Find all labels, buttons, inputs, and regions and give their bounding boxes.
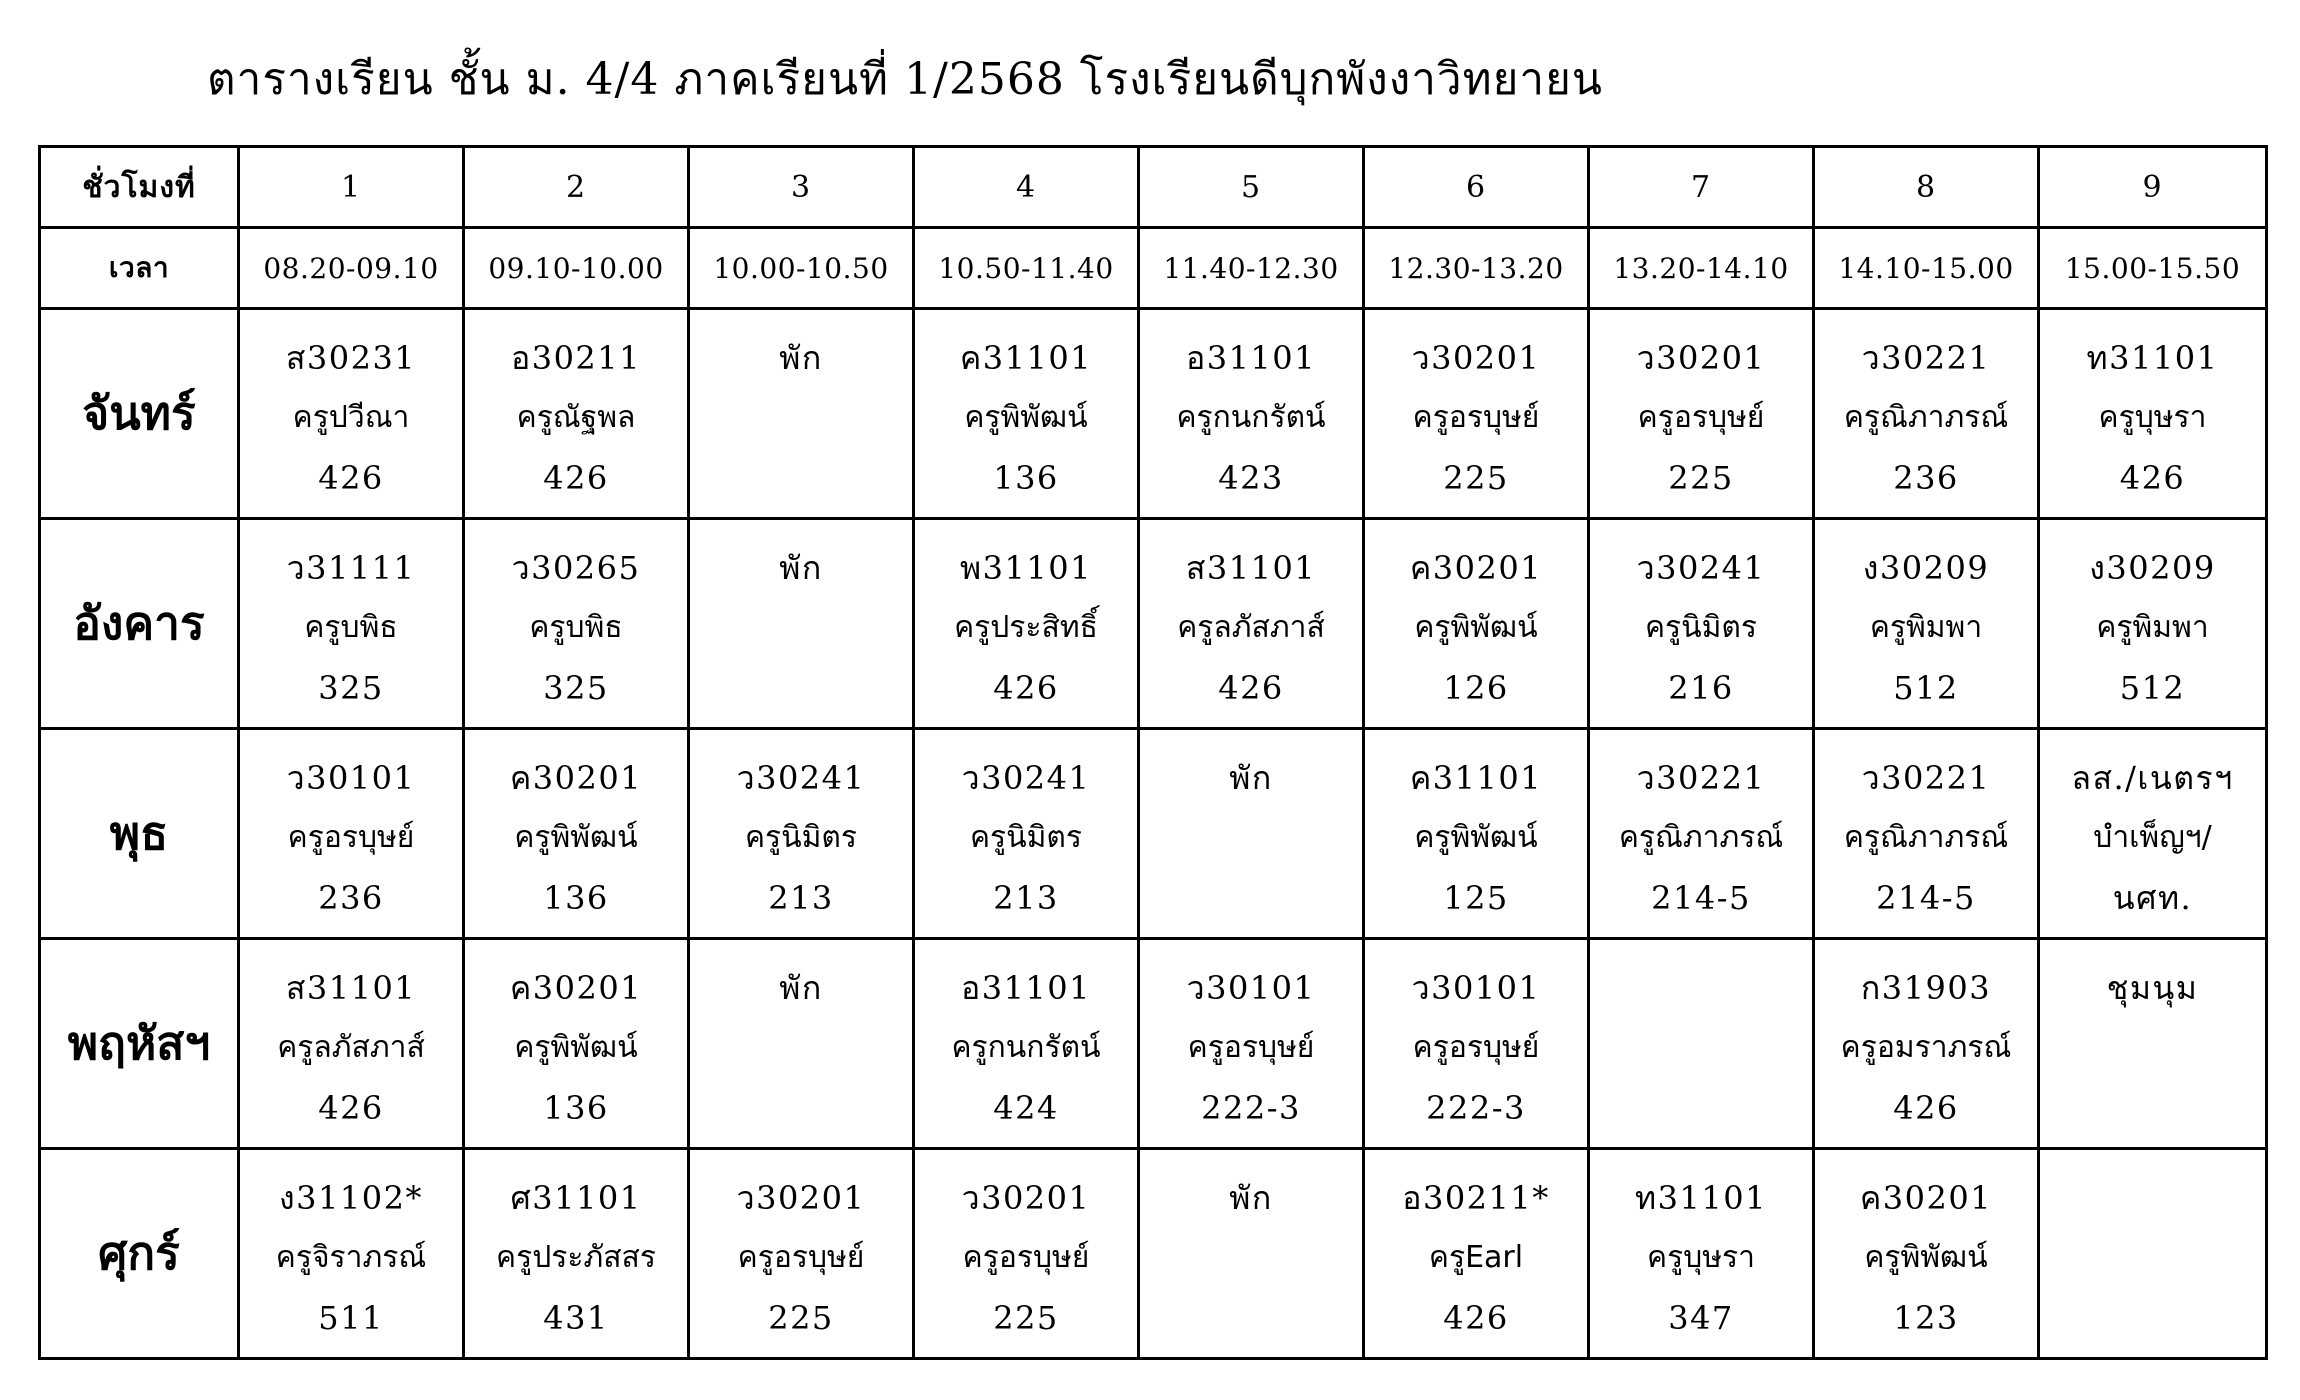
schedule-title: ตารางเรียน ชั้น ม. 4/4 ภาคเรียนที่ 1/2568 โรงเรียนดีบุกพังงาวิทยายน	[207, 54, 1603, 105]
subject-code: ว30201	[1411, 339, 1541, 377]
class-slot	[915, 520, 1137, 727]
subject-code: ส31101	[285, 969, 417, 1007]
schedule-cell	[1139, 309, 1364, 519]
class-slot	[1590, 1150, 1812, 1357]
room-number: 426	[2119, 459, 2186, 497]
schedule-cell	[1814, 309, 2039, 519]
teacher-name: ครูพิพัฒน์	[1864, 1240, 1988, 1275]
time-range: 15.00-15.50	[2039, 228, 2267, 309]
class-slot	[690, 1150, 912, 1357]
subject-code: ง30209	[1862, 549, 1990, 587]
schedule-cell	[689, 309, 914, 519]
teacher-name: ครูอรบุษย์	[962, 1240, 1090, 1275]
day-row	[40, 1149, 2267, 1359]
class-slot	[1140, 730, 1362, 937]
class-slot	[1140, 940, 1362, 1147]
period-number: 7	[1589, 147, 1814, 228]
class-slot	[240, 1150, 462, 1357]
class-slot	[465, 1150, 687, 1357]
schedule-cell	[914, 519, 1139, 729]
teacher-name: ครูณัฐพล	[516, 400, 636, 435]
schedule-cell	[1139, 519, 1364, 729]
class-slot	[1365, 1150, 1587, 1357]
room-number: 136	[993, 459, 1059, 497]
room-number: 225	[1668, 459, 1734, 497]
room-number: 213	[993, 879, 1059, 917]
subject-code: ค31101	[959, 339, 1093, 377]
teacher-name: ครูอรบุษย์	[1637, 400, 1765, 435]
class-slot	[465, 940, 687, 1147]
room-number: 325	[543, 669, 609, 707]
schedule-cell	[239, 939, 464, 1149]
subject-code: ส30231	[285, 339, 417, 377]
room-number: 426	[1218, 669, 1284, 707]
teacher-name: ครูอรบุษย์	[1187, 1030, 1315, 1065]
schedule-cell	[1139, 939, 1364, 1149]
room-number: 426	[318, 1089, 384, 1127]
subject-code: พัก	[779, 339, 823, 377]
subject-code: พ31101	[960, 549, 1092, 587]
room-number: 126	[1443, 669, 1509, 707]
subject-code: พัก	[1229, 1179, 1273, 1217]
class-slot	[1590, 520, 1812, 727]
day-label: จันทร์	[40, 309, 239, 519]
schedule-cell	[1814, 519, 2039, 729]
room-number: 325	[318, 669, 384, 707]
class-slot	[915, 940, 1137, 1147]
time-range: 11.40-12.30	[1139, 228, 1364, 309]
schedule-cell	[1364, 519, 1589, 729]
class-slot	[465, 730, 687, 937]
teacher-name: ครูกนกรัตน์	[1176, 400, 1326, 435]
teacher-name: ครูบพิธ	[304, 610, 398, 645]
subject-code: ค30201	[509, 759, 643, 797]
room-number: 431	[543, 1299, 609, 1337]
time-range: 08.20-09.10	[239, 228, 464, 309]
schedule-cell	[1139, 1149, 1364, 1359]
room-number: 236	[318, 879, 384, 917]
time-row	[40, 228, 2267, 309]
period-number: 8	[1814, 147, 2039, 228]
subject-code: ค30201	[509, 969, 643, 1007]
room-number: 426	[543, 459, 609, 497]
subject-code: ชุมนุม	[2106, 969, 2199, 1007]
schedule-cell	[464, 519, 689, 729]
teacher-name: ครูพิพัฒน์	[1414, 820, 1538, 855]
room-number: 214-5	[1876, 879, 1976, 917]
teacher-name: ครูพิพัฒน์	[1414, 610, 1538, 645]
period-number: 1	[239, 147, 464, 228]
class-slot	[690, 940, 912, 1147]
time-range: 13.20-14.10	[1589, 228, 1814, 309]
schedule-cell	[914, 309, 1139, 519]
teacher-name: ครูปวีณา	[292, 400, 410, 435]
schedule-cell	[2039, 729, 2267, 939]
subject-code: ว30101	[1186, 969, 1316, 1007]
schedule-cell	[689, 939, 914, 1149]
schedule-cell	[1589, 519, 1814, 729]
period-number: 3	[689, 147, 914, 228]
subject-code: ว30221	[1861, 339, 1991, 377]
teacher-name: ครูลภัสภาส์	[1177, 610, 1325, 645]
schedule-cell	[1589, 1149, 1814, 1359]
subject-code: ค31101	[1409, 759, 1543, 797]
teacher-name: ครูEarl	[1428, 1240, 1524, 1275]
schedule-cell	[464, 939, 689, 1149]
period-number: 6	[1364, 147, 1589, 228]
schedule-cell	[914, 1149, 1139, 1359]
teacher-name: ครูพิพัฒน์	[964, 400, 1088, 435]
teacher-name: ครูพิมพา	[1869, 610, 1983, 645]
schedule-cell	[689, 729, 914, 939]
subject-code: ท31101	[2086, 339, 2219, 377]
timetable	[38, 145, 2268, 1360]
day-label: อังคาร	[40, 519, 239, 729]
teacher-name: ครูณิภาภรณ์	[1843, 820, 2009, 855]
period-number: 5	[1139, 147, 1364, 228]
class-slot	[915, 310, 1137, 517]
schedule-cell	[239, 519, 464, 729]
class-slot	[465, 520, 687, 727]
subject-code: ท31101	[1635, 1179, 1767, 1217]
period-header-label: ชั่วโมงที่	[40, 147, 239, 228]
teacher-name: ครูลภัสภาส์	[277, 1030, 425, 1065]
subject-code: อ31101	[1185, 339, 1316, 377]
teacher-name: ครูอมราภรณ์	[1840, 1030, 2012, 1065]
class-slot	[1815, 730, 2037, 937]
period-header-row	[40, 147, 2267, 228]
schedule-cell	[1364, 939, 1589, 1149]
teacher-name: ครูพิพัฒน์	[514, 820, 638, 855]
schedule-cell	[1364, 1149, 1589, 1359]
class-slot	[1365, 520, 1587, 727]
teacher-name: ครูบุษรา	[1647, 1240, 1755, 1275]
subject-code: อ31101	[960, 969, 1091, 1007]
class-slot	[1365, 730, 1587, 937]
room-number: 347	[1668, 1299, 1734, 1337]
schedule-cell	[1814, 939, 2039, 1149]
period-number: 4	[914, 147, 1139, 228]
schedule-cell	[1364, 309, 1589, 519]
subject-code: ค30201	[1409, 549, 1543, 587]
room-number: 512	[2119, 669, 2186, 707]
schedule-cell	[1814, 729, 2039, 939]
day-label: พุธ	[40, 729, 239, 939]
day-row	[40, 729, 2267, 939]
room-number: 222-3	[1426, 1089, 1526, 1127]
class-slot	[915, 1150, 1137, 1357]
class-slot	[2040, 520, 2265, 727]
day-label: ศุกร์	[40, 1149, 239, 1359]
class-slot	[690, 310, 912, 517]
class-slot	[1815, 310, 2037, 517]
subject-code: อ30211	[510, 339, 641, 377]
schedule-cell	[464, 309, 689, 519]
teacher-name: ครูพิมพา	[2096, 610, 2209, 645]
schedule-cell	[689, 1149, 914, 1359]
room-number: 511	[318, 1299, 384, 1337]
class-slot	[240, 730, 462, 937]
schedule-cell	[1589, 729, 1814, 939]
schedule-cell	[464, 1149, 689, 1359]
teacher-name: ครูนิมิตร	[1644, 610, 1758, 645]
room-number: 512	[1893, 669, 1959, 707]
subject-code: ว30265	[511, 549, 641, 587]
teacher-name: บำเพ็ญฯ/	[2093, 820, 2212, 855]
subject-code: ว30101	[286, 759, 416, 797]
class-slot	[690, 730, 912, 937]
class-slot	[1815, 1150, 2037, 1357]
subject-code: ว30221	[1861, 759, 1991, 797]
room-number: 216	[1668, 669, 1734, 707]
subject-code: ว30241	[961, 759, 1091, 797]
subject-code: ว30241	[736, 759, 866, 797]
subject-code: ศ31101	[510, 1179, 642, 1217]
schedule-cell	[239, 309, 464, 519]
teacher-name: ครูนิมิตร	[744, 820, 858, 855]
room-number: 423	[1218, 459, 1284, 497]
teacher-name: ครูประภัสสร	[496, 1240, 656, 1275]
class-slot	[2040, 310, 2265, 517]
schedule-cell	[1589, 939, 1814, 1149]
schedule-cell	[689, 519, 914, 729]
subject-code: พัก	[1229, 759, 1273, 797]
schedule-cell	[2039, 1149, 2267, 1359]
subject-code: ว30201	[736, 1179, 866, 1217]
schedule-cell	[239, 729, 464, 939]
period-number: 2	[464, 147, 689, 228]
teacher-name: ครูจิราภรณ์	[275, 1240, 427, 1275]
period-number: 9	[2039, 147, 2267, 228]
teacher-name: ครูกนกรัตน์	[951, 1030, 1101, 1065]
subject-code: ว30241	[1636, 549, 1766, 587]
time-range: 09.10-10.00	[464, 228, 689, 309]
room-number: 222-3	[1201, 1089, 1301, 1127]
teacher-name: ครูอรบุษย์	[287, 820, 415, 855]
subject-code: ง30209	[2089, 549, 2216, 587]
schedule-cell	[2039, 309, 2267, 519]
class-slot	[1365, 940, 1587, 1147]
subject-code: ว31111	[286, 549, 416, 587]
schedule-cell	[914, 729, 1139, 939]
day-row	[40, 309, 2267, 519]
class-slot	[2040, 1150, 2265, 1357]
schedule-cell	[2039, 939, 2267, 1149]
class-slot	[915, 730, 1137, 937]
subject-code: ง31102*	[279, 1179, 423, 1217]
class-slot	[1815, 520, 2037, 727]
schedule-cell	[239, 1149, 464, 1359]
room-number: 225	[768, 1299, 834, 1337]
room-number: 213	[768, 879, 834, 917]
schedule-cell	[464, 729, 689, 939]
subject-code: อ30211*	[1402, 1179, 1550, 1217]
room-number: 125	[1443, 879, 1509, 917]
room-number: 214-5	[1651, 879, 1751, 917]
day-row	[40, 939, 2267, 1149]
timetable-body	[40, 147, 2267, 1359]
time-range: 12.30-13.20	[1364, 228, 1589, 309]
day-label: พฤหัสฯ	[40, 939, 239, 1149]
room-number: 225	[1443, 459, 1509, 497]
class-slot	[1590, 310, 1812, 517]
subject-code: พัก	[779, 549, 823, 587]
teacher-name: ครูพิพัฒน์	[514, 1030, 638, 1065]
time-label: เวลา	[40, 228, 239, 309]
class-slot	[240, 520, 462, 727]
day-row	[40, 519, 2267, 729]
room-number: 426	[993, 669, 1059, 707]
subject-code: ส31101	[1185, 549, 1317, 587]
schedule-cell	[2039, 519, 2267, 729]
room-number: 123	[1893, 1299, 1959, 1337]
teacher-name: ครูอรบุษย์	[737, 1240, 865, 1275]
teacher-name: ครูบุษรา	[2098, 400, 2207, 435]
teacher-name: ครูณิภาภรณ์	[1618, 820, 1784, 855]
room-number: 426	[318, 459, 384, 497]
teacher-name: ครูณิภาภรณ์	[1843, 400, 2009, 435]
teacher-name: ครูประสิทธิ์	[954, 610, 1098, 645]
schedule-cell	[914, 939, 1139, 1149]
teacher-name: ครูอรบุษย์	[1412, 400, 1540, 435]
class-slot	[1140, 310, 1362, 517]
time-range: 14.10-15.00	[1814, 228, 2039, 309]
teacher-name: ครูบพิธ	[529, 610, 623, 645]
room-number: 426	[1443, 1299, 1509, 1337]
room-number: 426	[1893, 1089, 1959, 1127]
room-number: นศท.	[2112, 879, 2193, 917]
class-slot	[1590, 940, 1812, 1147]
room-number: 236	[1893, 459, 1959, 497]
class-slot	[1365, 310, 1587, 517]
room-number: 136	[543, 1089, 609, 1127]
class-slot	[465, 310, 687, 517]
subject-code: ลส./เนตรฯ	[2071, 759, 2234, 797]
class-slot	[2040, 730, 2265, 937]
subject-code: ว30201	[961, 1179, 1091, 1217]
teacher-name: ครูนิมิตร	[969, 820, 1083, 855]
time-range: 10.00-10.50	[689, 228, 914, 309]
class-slot	[1815, 940, 2037, 1147]
subject-code: ว30221	[1636, 759, 1766, 797]
time-range: 10.50-11.40	[914, 228, 1139, 309]
class-slot	[1140, 520, 1362, 727]
room-number: 225	[993, 1299, 1059, 1337]
class-slot	[690, 520, 912, 727]
subject-code: ค30201	[1859, 1179, 1993, 1217]
class-slot	[240, 940, 462, 1147]
schedule-cell	[1139, 729, 1364, 939]
schedule-cell	[1364, 729, 1589, 939]
room-number: 136	[543, 879, 609, 917]
class-slot	[1140, 1150, 1362, 1357]
class-slot	[2040, 940, 2265, 1147]
subject-code: ก31903	[1860, 969, 1992, 1007]
subject-code: พัก	[779, 969, 823, 1007]
schedule-cell	[1814, 1149, 2039, 1359]
subject-code: ว30101	[1411, 969, 1541, 1007]
schedule-cell	[1589, 309, 1814, 519]
room-number: 424	[993, 1089, 1059, 1127]
class-slot	[1590, 730, 1812, 937]
class-slot	[240, 310, 462, 517]
subject-code: ว30201	[1636, 339, 1766, 377]
teacher-name: ครูอรบุษย์	[1412, 1030, 1540, 1065]
